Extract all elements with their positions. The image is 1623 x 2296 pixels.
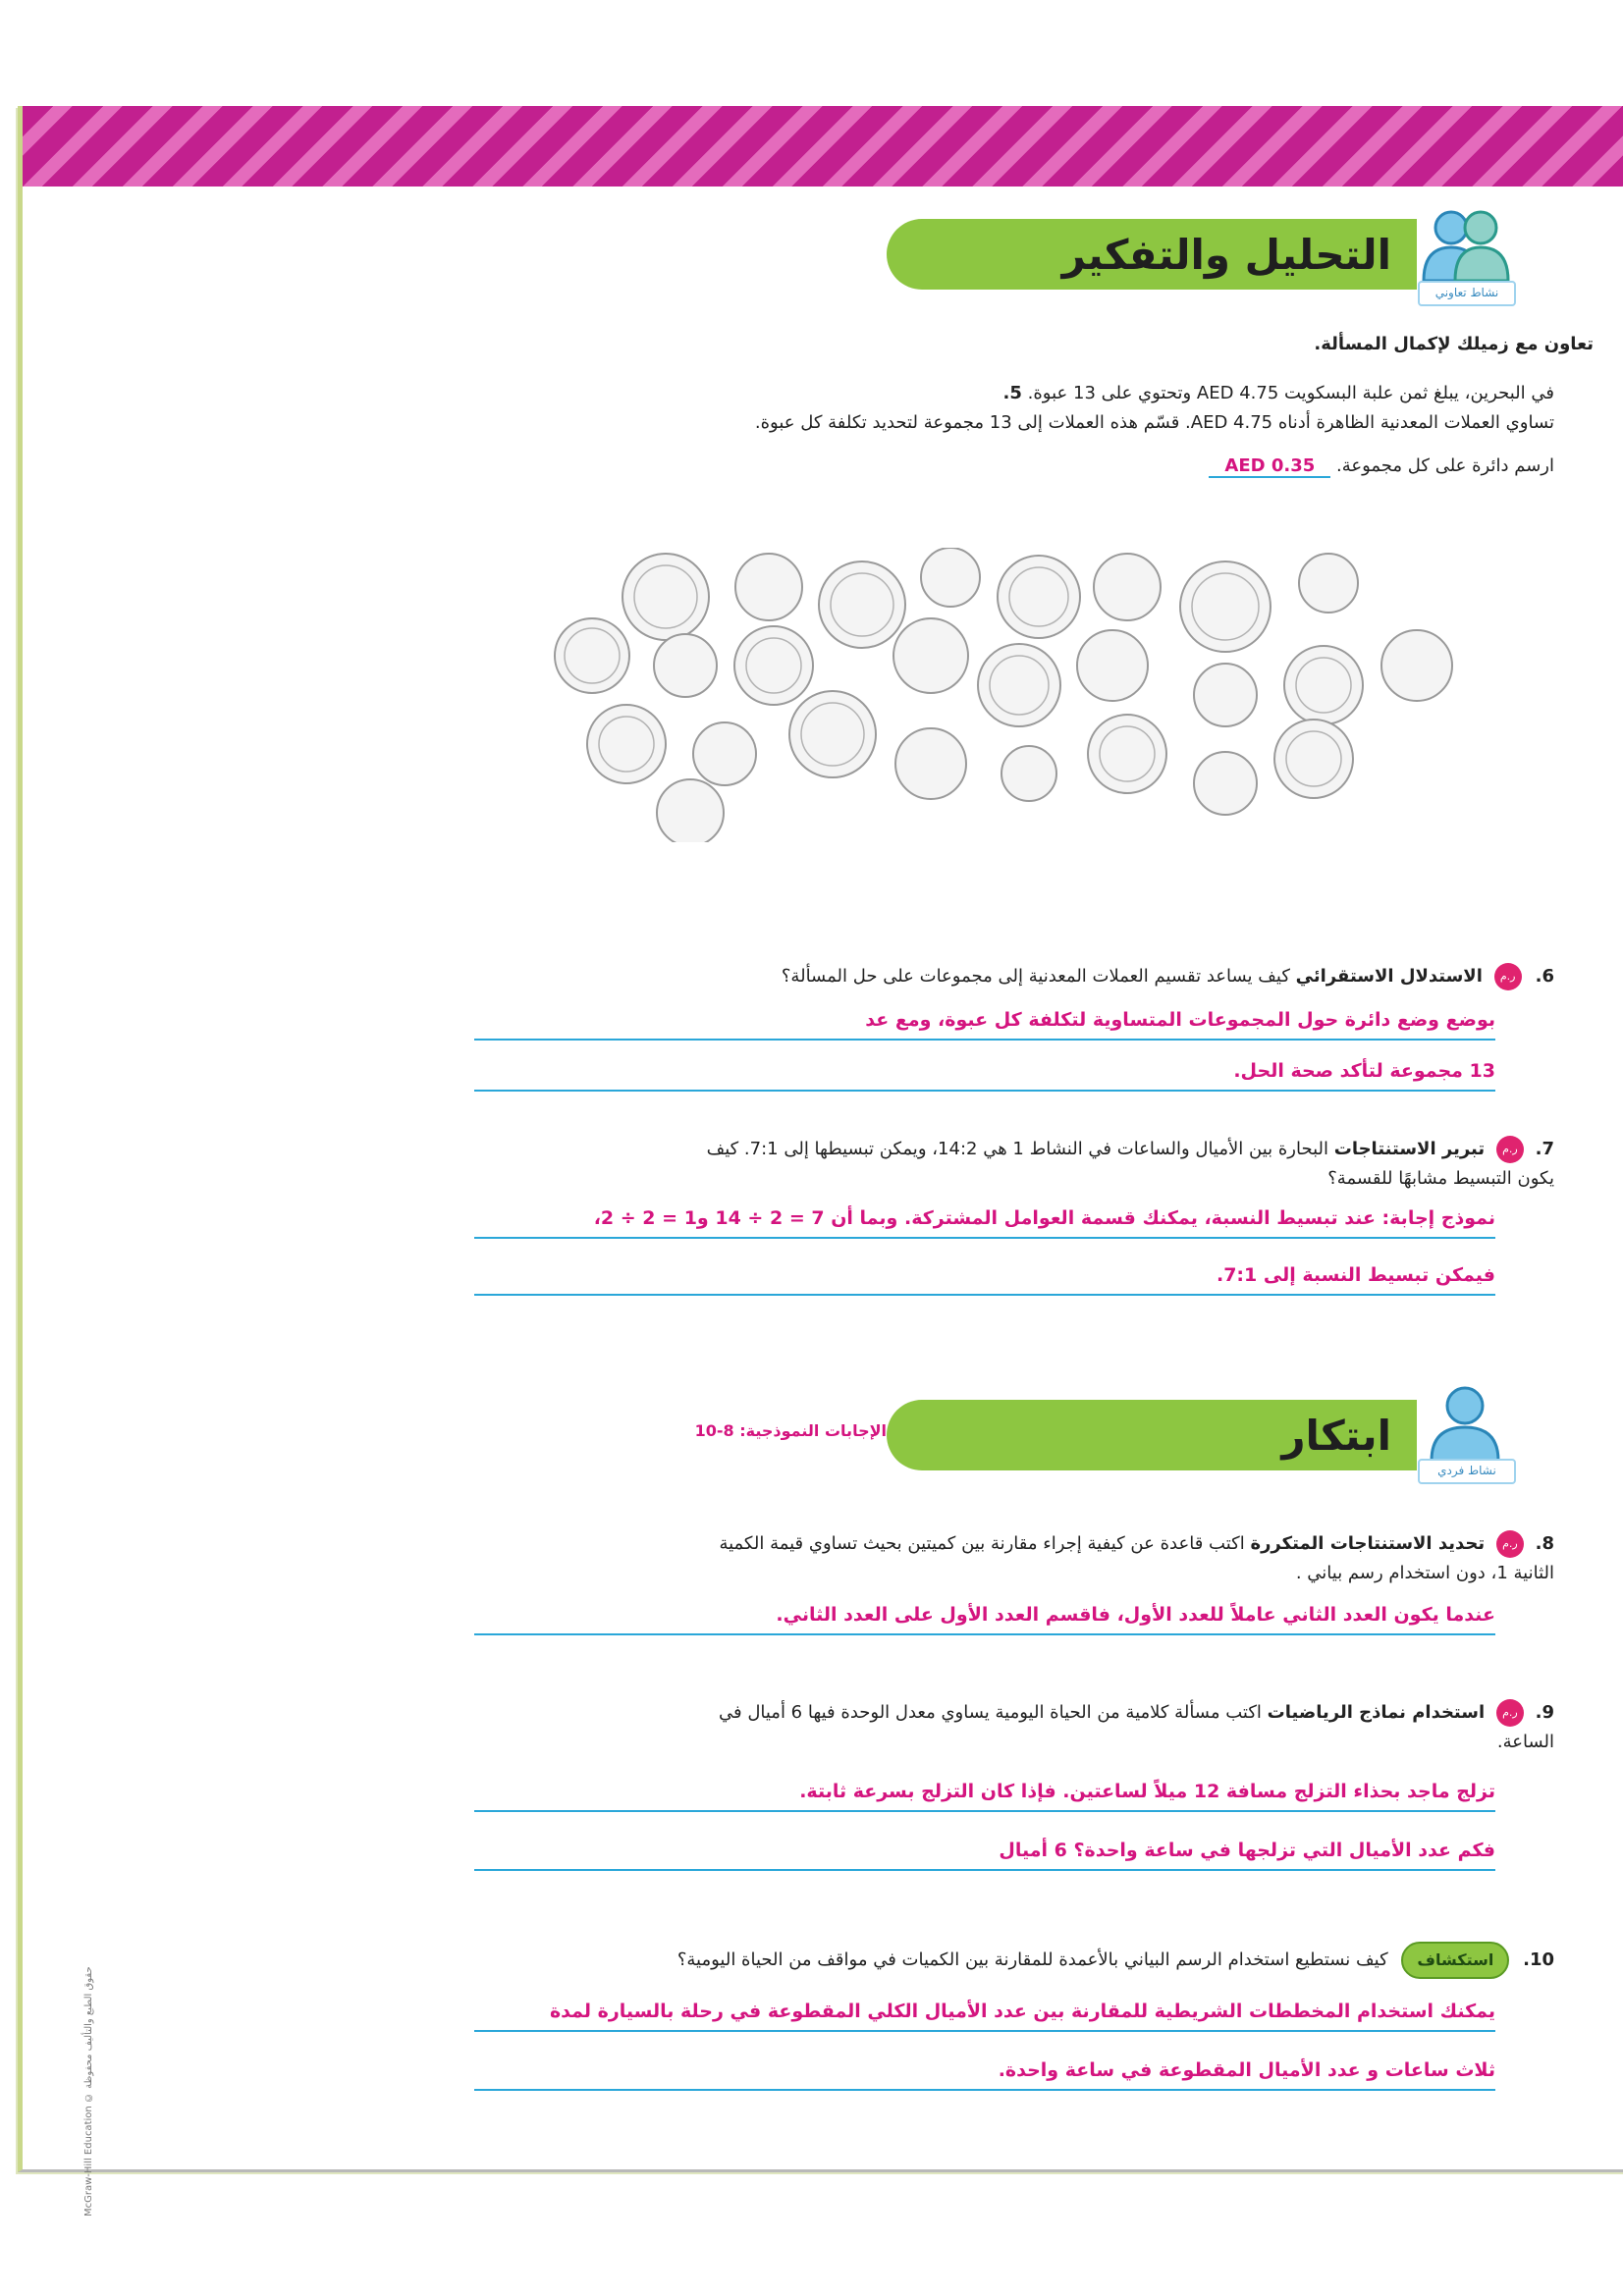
reasoning-icon: ر.م — [1496, 1699, 1524, 1727]
badge-caption-collab: نشاط تعاوني — [1418, 281, 1516, 306]
q8-text-2: الثانية 1، دون استخدام رسم بياني . — [1295, 1563, 1554, 1583]
q9-label: استخدام نماذج الرياضيات — [1267, 1702, 1486, 1723]
q9-answer-line-2: فكم عدد الأميال التي تزلجها في ساعة واحدة؟ 6 أميال — [474, 1836, 1495, 1871]
q6-label: الاستدلال الاستقرائي — [1295, 966, 1483, 987]
explore-badge: استكشاف — [1401, 1942, 1509, 1979]
question-10 — [494, 1942, 1554, 1979]
reasoning-icon: ر.م — [1494, 963, 1522, 990]
q10-answer-line-1: يمكنك استخدام المخططات الشريطية للمقارنة بين عدد الأميال الكلي المقطوعة في رحلة بالسيارة لمدة — [474, 1997, 1495, 2032]
q6-answer-line-2: 13 مجموعة لتأكد صحة الحل. — [474, 1056, 1495, 1092]
q5-line3: ارسم دائرة على كل مجموعة. — [1335, 455, 1554, 476]
sample-answers-note: الإجابات النموذجية: 8-10 — [694, 1421, 887, 1440]
q7-text-2: يكون التبسيط مشابهًا للقسمة؟ — [1327, 1168, 1554, 1189]
q5-answer: AED 0.35 — [1209, 455, 1330, 478]
q8-answer: عندما يكون العدد الثاني عاملاً للعدد الأول، فاقسم العدد الأول على العدد الثاني. — [474, 1600, 1495, 1635]
q7-label: تبرير الاستنتاجات — [1333, 1139, 1486, 1159]
question-5 — [494, 379, 1554, 481]
header-banner — [23, 106, 1623, 187]
q5-line1: في البحرين، يبلغ ثمن علبة البسكويت AED 4.75 وتحتوي على 13 عبوة. — [1027, 383, 1554, 403]
q9-text-1: اكتب مسألة كلامية من الحياة اليومية يساوي معدل الوحدة فيها 6 أميال في — [718, 1702, 1262, 1723]
q5-number: 5. — [1002, 383, 1022, 403]
two-people-icon — [1412, 204, 1518, 306]
question-8 — [494, 1529, 1554, 1588]
q7-number: 7. — [1535, 1139, 1554, 1159]
q8-number: 8. — [1535, 1533, 1554, 1554]
worksheet-page — [18, 106, 1623, 2216]
coins-illustration — [538, 548, 1520, 842]
q7-answer-line-1: نموذج إجابة: عند تبسيط النسبة، يمكنك قسمة العوامل المشتركة. وبما أن 7 = 2 ÷ 14 و1 = 2 ÷ 2، — [474, 1203, 1495, 1239]
q8-text-1: اكتب قاعدة عن كيفية إجراء مقارنة بين كميتين بحيث تساوي قيمة الكمية — [719, 1533, 1245, 1554]
reasoning-icon: ر.م — [1496, 1530, 1524, 1558]
section-bar-create — [887, 1400, 1417, 1470]
q8-label: تحديد الاستنتاجات المتكررة — [1250, 1533, 1486, 1554]
question-9 — [494, 1698, 1554, 1757]
q5-line2: تساوي العملات المعدنية الظاهرة أدناه AED 4.75. قسّم هذه العملات إلى 13 مجموعة لتحديد تكلفة كل عبوة. — [754, 412, 1554, 433]
section-bar-analysis — [887, 219, 1417, 290]
reasoning-icon: ر.م — [1496, 1136, 1524, 1163]
q9-answer-line-1: تزلج ماجد بحذاء التزلج مسافة 12 ميلاً لساعتين. فإذا كان التزلج بسرعة ثابتة. — [474, 1777, 1495, 1812]
q9-text-2: الساعة. — [1496, 1732, 1554, 1752]
q7-text-1: البحارة بين الأميال والساعات في النشاط 1 هي 14:2، ويمكن تبسيطها إلى 7:1. كيف — [706, 1139, 1328, 1159]
section-title-analysis: التحليل والتفكير — [1061, 230, 1391, 279]
question-6 — [494, 962, 1554, 991]
intro-text: تعاون مع زميلك لإكمال المسألة. — [1314, 334, 1594, 354]
q10-text: كيف نستطيع استخدام الرسم البياني بالأعمدة للمقارنة بين الكميات في مواقف من الحياة اليومية؟ — [676, 1949, 1388, 1970]
question-7 — [494, 1135, 1554, 1194]
person-icon — [1412, 1382, 1518, 1484]
q9-number: 9. — [1535, 1702, 1554, 1723]
copyright-note: McGraw-Hill Education © حقوق الطبع والتأليف محفوظة — [83, 1966, 94, 2216]
q6-number: 6. — [1535, 966, 1554, 987]
section-title-create: ابتكار — [1281, 1411, 1391, 1460]
q7-answer-line-2: فيمكن تبسيط النسبة إلى 7:1. — [474, 1260, 1495, 1296]
q6-text: كيف يساعد تقسيم العملات المعدنية إلى مجموعات على حل المسألة؟ — [781, 966, 1290, 987]
badge-caption-individual: نشاط فردي — [1418, 1459, 1516, 1484]
q10-answer-line-2: ثلاث ساعات و عدد الأميال المقطوعة في ساعة واحدة. — [474, 2056, 1495, 2091]
q10-number: 10. — [1523, 1949, 1554, 1970]
q6-answer-line-1: بوضع وضع دائرة حول المجموعات المتساوية لتكلفة كل عبوة، ومع عد — [474, 1005, 1495, 1041]
